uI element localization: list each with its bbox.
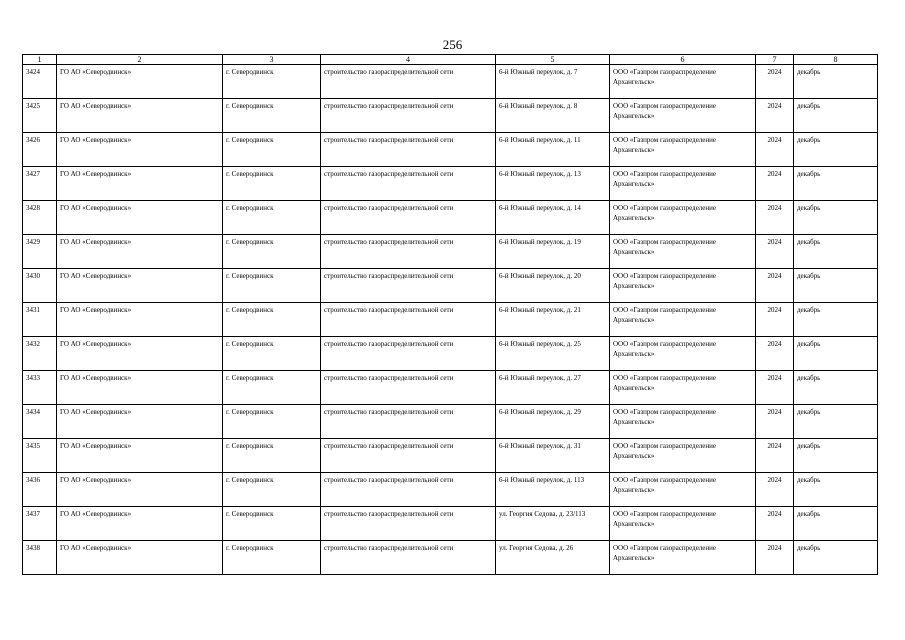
work-type-cell: строительство газораспределительной сети — [321, 507, 496, 541]
address-cell: 6-й Южный переулок, д. 21 — [496, 303, 610, 337]
column-number: 5 — [496, 55, 610, 65]
table-row — [23, 269, 878, 303]
column-number: 8 — [794, 55, 878, 65]
municipality-cell: ГО АО «Северодвинск» — [57, 99, 223, 133]
work-type-cell: строительство газораспределительной сети — [321, 439, 496, 473]
year-cell: 2024 — [756, 303, 794, 337]
month-cell: декабрь — [794, 405, 878, 439]
table-row — [23, 167, 878, 201]
locality-cell: г. Северодвинск — [223, 65, 321, 99]
column-number: 4 — [321, 55, 496, 65]
row-number: 3437 — [23, 507, 57, 541]
month-cell: декабрь — [794, 439, 878, 473]
work-type-cell: строительство газораспределительной сети — [321, 405, 496, 439]
table-body — [23, 65, 878, 575]
address-cell: 6-й Южный переулок, д. 20 — [496, 269, 610, 303]
operator-cell: ООО «Газпром газораспределение Архангельск» — [610, 235, 756, 269]
table-row — [23, 507, 878, 541]
locality-cell: г. Северодвинск — [223, 507, 321, 541]
operator-cell: ООО «Газпром газораспределение Архангельск» — [610, 541, 756, 575]
year-cell: 2024 — [756, 235, 794, 269]
municipality-cell: ГО АО «Северодвинск» — [57, 133, 223, 167]
operator-cell: ООО «Газпром газораспределение Архангельск» — [610, 371, 756, 405]
year-cell: 2024 — [756, 167, 794, 201]
table-row — [23, 541, 878, 575]
column-number: 6 — [610, 55, 756, 65]
work-type-cell: строительство газораспределительной сети — [321, 371, 496, 405]
row-number: 3435 — [23, 439, 57, 473]
municipality-cell: ГО АО «Северодвинск» — [57, 371, 223, 405]
year-cell: 2024 — [756, 65, 794, 99]
address-cell: 6-й Южный переулок, д. 7 — [496, 65, 610, 99]
municipality-cell: ГО АО «Северодвинск» — [57, 167, 223, 201]
row-number: 3438 — [23, 541, 57, 575]
year-cell: 2024 — [756, 133, 794, 167]
column-number: 7 — [756, 55, 794, 65]
locality-cell: г. Северодвинск — [223, 269, 321, 303]
municipality-cell: ГО АО «Северодвинск» — [57, 269, 223, 303]
table-row — [23, 303, 878, 337]
row-number: 3433 — [23, 371, 57, 405]
work-type-cell: строительство газораспределительной сети — [321, 541, 496, 575]
work-type-cell: строительство газораспределительной сети — [321, 167, 496, 201]
municipality-cell: ГО АО «Северодвинск» — [57, 303, 223, 337]
address-cell: 6-й Южный переулок, д. 113 — [496, 473, 610, 507]
locality-cell: г. Северодвинск — [223, 439, 321, 473]
work-type-cell: строительство газораспределительной сети — [321, 473, 496, 507]
address-cell: 6-й Южный переулок, д. 27 — [496, 371, 610, 405]
municipality-cell: ГО АО «Северодвинск» — [57, 473, 223, 507]
year-cell: 2024 — [756, 541, 794, 575]
year-cell: 2024 — [756, 269, 794, 303]
year-cell: 2024 — [756, 473, 794, 507]
page-number: 256 — [442, 37, 463, 52]
locality-cell: г. Северодвинск — [223, 167, 321, 201]
row-number: 3434 — [23, 405, 57, 439]
operator-cell: ООО «Газпром газораспределение Архангельск» — [610, 133, 756, 167]
address-cell: ул. Георгия Седова, д. 26 — [496, 541, 610, 575]
municipality-cell: ГО АО «Северодвинск» — [57, 65, 223, 99]
month-cell: декабрь — [794, 371, 878, 405]
month-cell: декабрь — [794, 167, 878, 201]
address-cell: 6-й Южный переулок, д. 31 — [496, 439, 610, 473]
operator-cell: ООО «Газпром газораспределение Архангельск» — [610, 303, 756, 337]
table-row — [23, 65, 878, 99]
year-cell: 2024 — [756, 507, 794, 541]
address-cell: ул. Георгия Седова, д. 23/113 — [496, 507, 610, 541]
address-cell: 6-й Южный переулок, д. 25 — [496, 337, 610, 371]
row-number: 3431 — [23, 303, 57, 337]
address-cell: 6-й Южный переулок, д. 13 — [496, 167, 610, 201]
row-number: 3429 — [23, 235, 57, 269]
work-type-cell: строительство газораспределительной сети — [321, 235, 496, 269]
work-type-cell: строительство газораспределительной сети — [321, 337, 496, 371]
month-cell: декабрь — [794, 133, 878, 167]
month-cell: декабрь — [794, 473, 878, 507]
locality-cell: г. Северодвинск — [223, 473, 321, 507]
municipality-cell: ГО АО «Северодвинск» — [57, 201, 223, 235]
work-type-cell: строительство газораспределительной сети — [321, 201, 496, 235]
table-row — [23, 133, 878, 167]
row-number: 3424 — [23, 65, 57, 99]
table-row — [23, 337, 878, 371]
locality-cell: г. Северодвинск — [223, 133, 321, 167]
year-cell: 2024 — [756, 405, 794, 439]
address-cell: 6-й Южный переулок, д. 11 — [496, 133, 610, 167]
work-type-cell: строительство газораспределительной сети — [321, 269, 496, 303]
column-number: 3 — [223, 55, 321, 65]
municipality-cell: ГО АО «Северодвинск» — [57, 235, 223, 269]
month-cell: декабрь — [794, 99, 878, 133]
locality-cell: г. Северодвинск — [223, 99, 321, 133]
locality-cell: г. Северодвинск — [223, 201, 321, 235]
operator-cell: ООО «Газпром газораспределение Архангельск» — [610, 473, 756, 507]
municipality-cell: ГО АО «Северодвинск» — [57, 337, 223, 371]
column-number: 2 — [57, 55, 223, 65]
year-cell: 2024 — [756, 99, 794, 133]
operator-cell: ООО «Газпром газораспределение Архангельск» — [610, 201, 756, 235]
month-cell: декабрь — [794, 269, 878, 303]
address-cell: 6-й Южный переулок, д. 29 — [496, 405, 610, 439]
row-number: 3436 — [23, 473, 57, 507]
work-type-cell: строительство газораспределительной сети — [321, 133, 496, 167]
row-number: 3428 — [23, 201, 57, 235]
address-cell: 6-й Южный переулок, д. 19 — [496, 235, 610, 269]
locality-cell: г. Северодвинск — [223, 541, 321, 575]
month-cell: декабрь — [794, 541, 878, 575]
locality-cell: г. Северодвинск — [223, 405, 321, 439]
operator-cell: ООО «Газпром газораспределение Архангельск» — [610, 65, 756, 99]
row-number: 3432 — [23, 337, 57, 371]
table-row — [23, 473, 878, 507]
operator-cell: ООО «Газпром газораспределение Архангельск» — [610, 167, 756, 201]
municipality-cell: ГО АО «Северодвинск» — [57, 439, 223, 473]
row-number: 3425 — [23, 99, 57, 133]
municipality-cell: ГО АО «Северодвинск» — [57, 541, 223, 575]
locality-cell: г. Северодвинск — [223, 303, 321, 337]
year-cell: 2024 — [756, 201, 794, 235]
municipality-cell: ГО АО «Северодвинск» — [57, 507, 223, 541]
column-number: 1 — [23, 55, 57, 65]
operator-cell: ООО «Газпром газораспределение Архангельск» — [610, 405, 756, 439]
municipality-cell: ГО АО «Северодвинск» — [57, 405, 223, 439]
registry-table — [22, 54, 878, 575]
locality-cell: г. Северодвинск — [223, 337, 321, 371]
work-type-cell: строительство газораспределительной сети — [321, 99, 496, 133]
year-cell: 2024 — [756, 337, 794, 371]
column-number-row — [23, 55, 878, 65]
month-cell: декабрь — [794, 507, 878, 541]
row-number: 3427 — [23, 167, 57, 201]
address-cell: 6-й Южный переулок, д. 14 — [496, 201, 610, 235]
address-cell: 6-й Южный переулок, д. 8 — [496, 99, 610, 133]
operator-cell: ООО «Газпром газораспределение Архангельск» — [610, 337, 756, 371]
locality-cell: г. Северодвинск — [223, 235, 321, 269]
month-cell: декабрь — [794, 337, 878, 371]
operator-cell: ООО «Газпром газораспределение Архангельск» — [610, 269, 756, 303]
locality-cell: г. Северодвинск — [223, 371, 321, 405]
month-cell: декабрь — [794, 65, 878, 99]
table-row — [23, 371, 878, 405]
table-row — [23, 235, 878, 269]
row-number: 3430 — [23, 269, 57, 303]
row-number: 3426 — [23, 133, 57, 167]
month-cell: декабрь — [794, 303, 878, 337]
year-cell: 2024 — [756, 439, 794, 473]
operator-cell: ООО «Газпром газораспределение Архангельск» — [610, 99, 756, 133]
table-row — [23, 405, 878, 439]
table-row — [23, 439, 878, 473]
work-type-cell: строительство газораспределительной сети — [321, 303, 496, 337]
table-row — [23, 99, 878, 133]
table-row — [23, 201, 878, 235]
work-type-cell: строительство газораспределительной сети — [321, 65, 496, 99]
month-cell: декабрь — [794, 235, 878, 269]
operator-cell: ООО «Газпром газораспределение Архангельск» — [610, 439, 756, 473]
operator-cell: ООО «Газпром газораспределение Архангельск» — [610, 507, 756, 541]
month-cell: декабрь — [794, 201, 878, 235]
year-cell: 2024 — [756, 371, 794, 405]
